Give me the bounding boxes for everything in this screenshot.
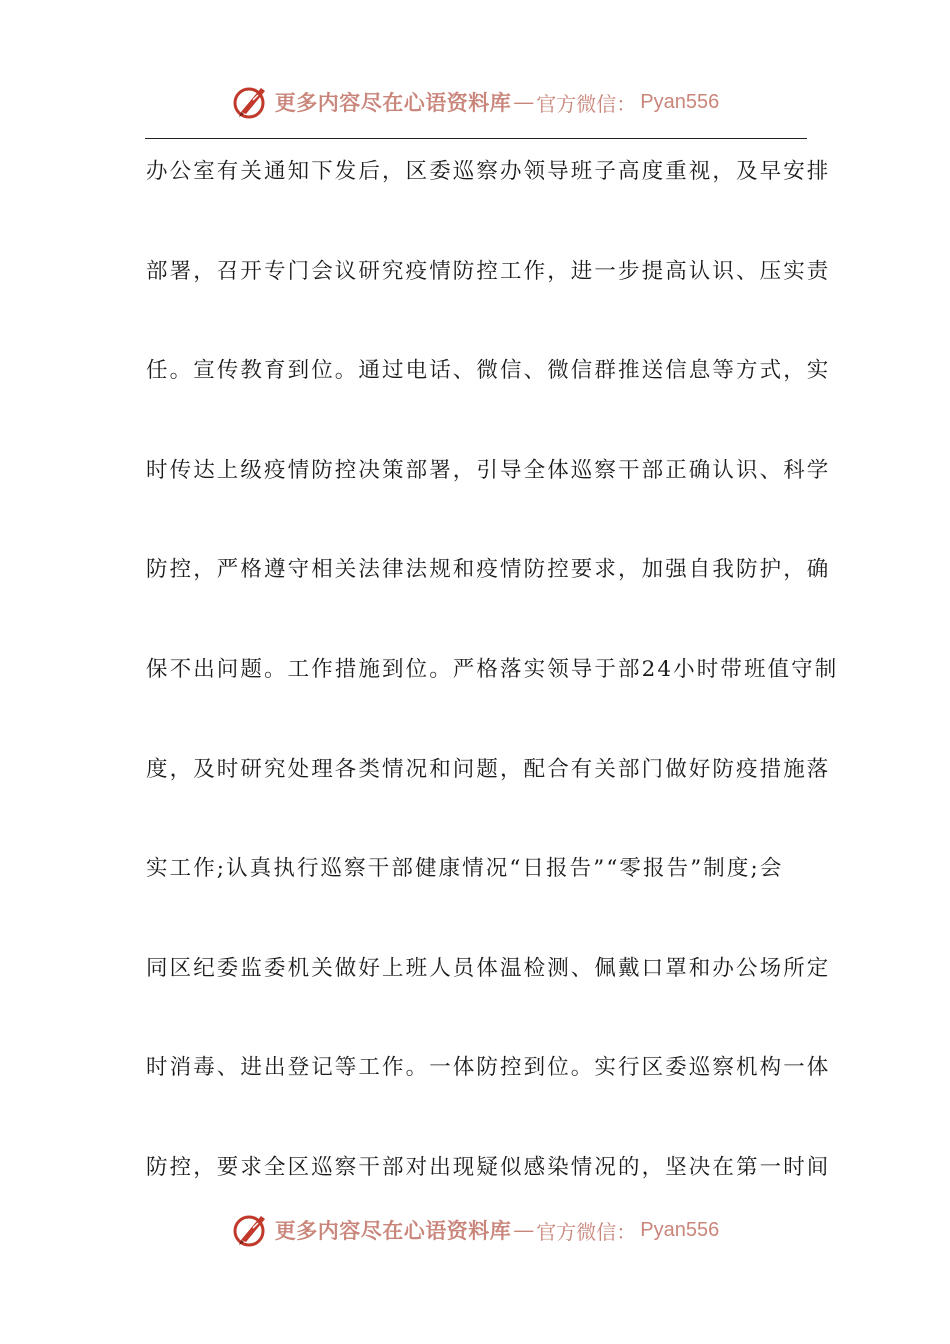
- site-name: 更多内容尽在心语资料库: [274, 90, 512, 115]
- text-line: 防控，要求全区巡察干部对出现疑似感染情况的，坚决在第一时间: [146, 1154, 831, 1180]
- wechat-id: Pyan556: [640, 1218, 720, 1241]
- document-body: [146, 146, 839, 1242]
- quill-pen-logo-icon: [231, 82, 271, 122]
- banner-separator: —: [513, 90, 535, 114]
- text-line: 部署，召开专门会议研究疫情防控工作，进一步提高认识、压实责: [146, 258, 831, 284]
- site-name: 更多内容尽在心语资料库: [274, 1218, 512, 1243]
- text-line: 保不出问题。工作措施到位。严格落实领导于部24小时带班值守制: [146, 656, 839, 682]
- wechat-label: 官方微信：: [536, 91, 637, 116]
- footer-banner: [0, 1208, 950, 1252]
- banner-separator: —: [513, 1218, 535, 1242]
- text-line: 时消毒、进出登记等工作。一体防控到位。实行区委巡察机构一体: [146, 1055, 831, 1081]
- text-line: 时传达上级疫情防控决策部署，引导全体巡察干部正确认识、科学: [146, 457, 831, 483]
- text-line: 防控，严格遵守相关法律法规和疫情防控要求，加强自我防护，确: [146, 557, 831, 583]
- text-line: 同区纪委监委机关做好上班人员体温检测、佩戴口罩和办公场所定: [146, 955, 831, 981]
- quill-pen-logo-icon: [231, 1210, 271, 1250]
- header-divider: [145, 138, 807, 139]
- text-line: 办公室有关通知下发后，区委巡察办领导班子高度重视，及早安排: [146, 159, 831, 184]
- header-banner: [0, 80, 950, 124]
- wechat-label: 官方微信：: [536, 1219, 637, 1244]
- text-line: 实工作;认真执行巡察干部健康情况“日报告”“零报告”制度;会: [146, 856, 784, 882]
- wechat-id: Pyan556: [640, 90, 720, 113]
- text-line: 度，及时研究处理各类情况和问题，配合有关部门做好防疫措施落: [146, 756, 831, 782]
- text-line: 任。宣传教育到位。通过电话、微信、微信群推送信息等方式，实: [146, 358, 831, 384]
